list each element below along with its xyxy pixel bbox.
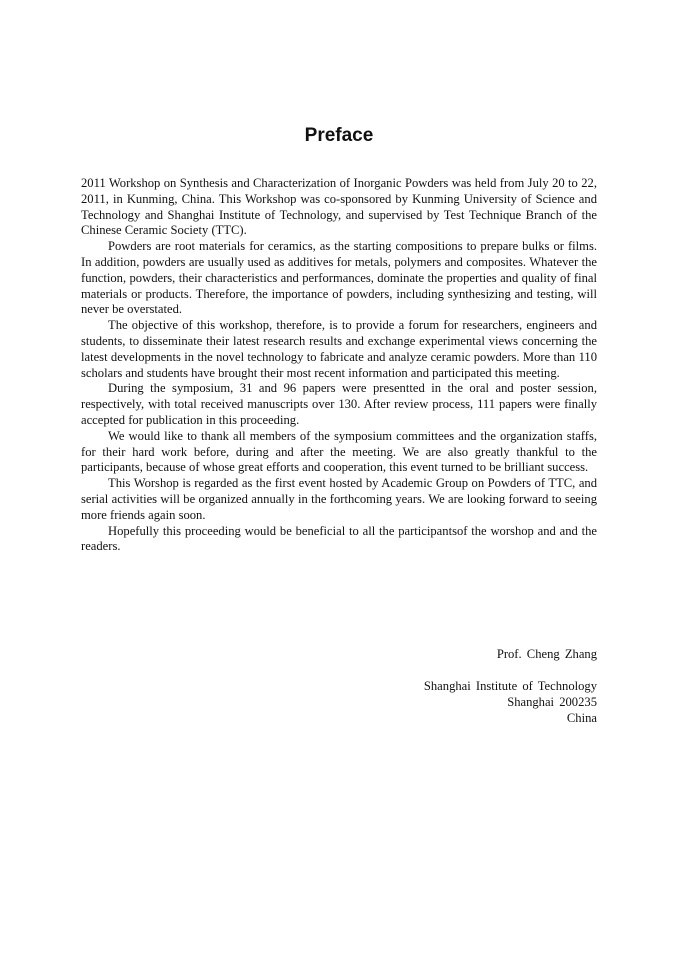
paragraph-future: This Worshop is regarded as the first event hosted by Academic Group on Powders of TTC, and serial activities will be organized annually in the forthcoming years. We are looking forward to seeing more friends again soon. <box>81 476 597 522</box>
signature-institution: Shanghai Institute of Technology <box>423 679 597 693</box>
paragraph-closing: Hopefully this proceeding would be beneficial to all the participantsof the worshop and and the readers. <box>81 523 597 554</box>
signature-name: Prof. Cheng Zhang <box>496 647 597 661</box>
paragraph-objective: The objective of this workshop, therefore, is to provide a forum for researchers, engineers and students, to disseminate their latest research results and exchange experimental views concerning the latest developments in the novel technology to fabricate and analyze ceramic powders. More than 110 scholars and students have brought their most recent information and participated this meeting. <box>81 318 597 380</box>
preface-body <box>81 176 597 555</box>
signature-affiliation <box>300 678 597 727</box>
paragraph-intro: 2011 Workshop on Synthesis and Characterization of Inorganic Powders was held from July 20 to 22, 2011, in Kunming, China. This Workshop was co-sponsored by Kunming University of Science and Technology and Shanghai Institute of Technology, and supervised by Test Technique Branch of the Chinese Ceramic Society (TTC). <box>81 176 597 238</box>
paragraph-powders: Powders are root materials for ceramics, as the starting compositions to prepare bulks or films. In addition, powders are usually used as additives for metals, polymers and composites. Whatever the function, powders, their characteristics and performances, dominate the properties and quality of final materials or products. Therefore, the importance of powders, including synthesizing and testing, will never be overstated. <box>81 239 597 317</box>
paragraph-symposium: During the symposium, 31 and 96 papers were presentted in the oral and poster session, respectively, with total received manuscripts over 130. After review process, 111 papers were finally accepted for publication in this proceeding. <box>81 381 597 427</box>
signature-country: China <box>566 711 597 726</box>
page-title: Preface <box>304 125 374 146</box>
paragraph-thanks: We would like to thank all members of the symposium committees and the organization staffs, for their hard work before, during and after the meeting. We are also greatly thankful to the participants, because of whose great efforts and cooperation, this event turned to be brilliant success. <box>81 428 597 475</box>
signature-city: Shanghai 200235 <box>507 695 597 710</box>
